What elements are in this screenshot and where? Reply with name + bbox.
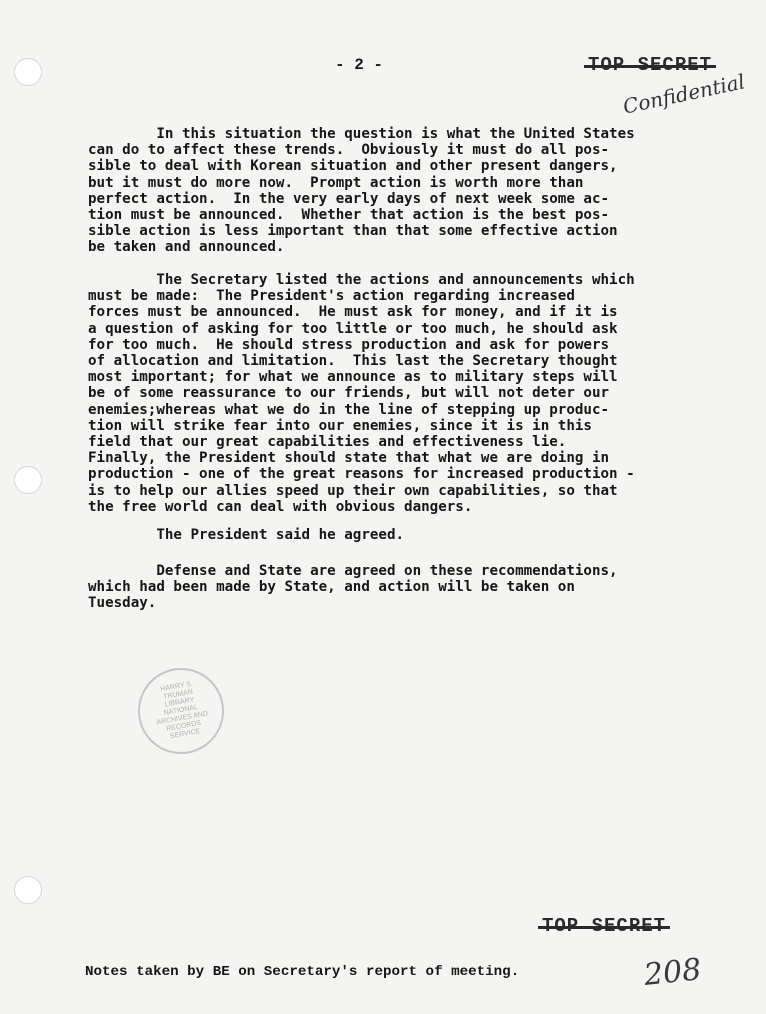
stamp-text: HARRY S. TRUMAN LIBRARY NATIONAL ARCHIVES AND RECORDS SERVICE [156,680,209,741]
punch-hole [14,876,42,904]
page-number: - 2 - [335,56,384,74]
classification-stamp-bottom: TOP SECRET [542,915,667,937]
footer-note: Notes taken by BE on Secretary's report of meeting. [85,964,520,980]
handwritten-page-mark: 208 [642,952,703,993]
paragraph: The Secretary listed the actions and announcements which must be made: The President's action regarding increased forces must be announced. He must ask for money, and if it is a question of asking for too little or too much, he should ask for too much. He should stress production and ask for powers of allocation and limitation. This last the Secretary thought most important; for what we announce as to military steps will be of some reassurance to our friends, but will not deter our enemies;whereas what we do in the line of stepping up produc- tion will strike fear into our enemies, since it is in this field that our great capabilities and effectiveness lie. Finally, the President should state that what we are doing in production - one of the great reasons for increased production - is to help our allies speed up their own capabilities, so that the free world can deal with obvious dangers. [88,272,635,515]
punch-hole [14,58,42,86]
paragraph: In this situation the question is what the United States can do to affect these trends. Obviously it must do all pos- sible to deal with Korean situation and other present dangers, but it must do more now. Prompt action is worth more than perfect action. In the very early days of next week some ac- tion must be announced. Whether that action is the best pos- sible action is less important than that some effective action be taken and announced. [88,126,635,256]
classification-stamp-top: TOP SECRET [588,54,713,76]
paragraph: The President said he agreed. [88,527,405,543]
paragraph: Defense and State are agreed on these recommendations, which had been made by State, and action will be taken on Tuesday. [88,563,618,612]
punch-hole [14,466,42,494]
handwritten-confidential-note: Confidential [620,69,747,119]
library-seal-stamp [131,661,231,761]
